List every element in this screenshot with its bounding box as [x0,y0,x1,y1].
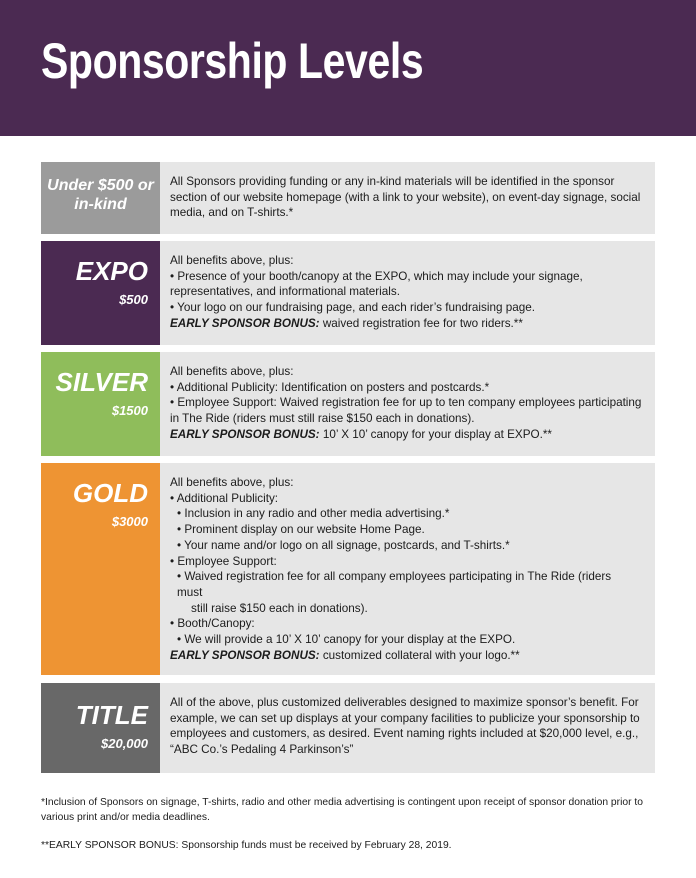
level-price: $1500 [111,403,148,418]
benefit-item: • Employee Support: Waived registration fee for up to ten company employees participating in The Ride (riders must still raise $150 each in donations). [170,396,642,426]
level-row-silver [41,352,655,456]
level-label-under-500 [41,162,160,234]
level-label-title [41,683,160,773]
level-name: TITLE [75,700,148,730]
benefit-subitem: • Your name and/or logo on all signage, postcards, and T-shirts.* [177,538,510,552]
benefit-item: • Employee Support: [170,554,277,568]
level-row-gold [41,463,655,675]
early-bonus [170,648,643,664]
level-price: $500 [119,292,148,307]
benefit-subitem: • Waived registration fee for all company employees participating in The Ride (riders must [177,570,612,599]
level-price: $20,000 [101,736,148,751]
benefit-text: All Sponsors providing funding or any in-kind materials will be identified in the sponsor section of our website homepage (with a link to your website), on event-day signage, social media, and on T-shirts.* [170,175,641,220]
bonus-label: EARLY SPONSOR BONUS: [170,427,320,441]
bonus-text: waived registration fee for two riders.** [319,316,523,330]
benefit-item: • Your logo on our fundraising page, and each rider’s fundraising page. [170,301,535,315]
level-row-title [41,683,655,773]
level-description [160,352,655,456]
level-description [160,463,655,675]
level-label-expo [41,241,160,345]
footnote-early-bonus: **EARLY SPONSOR BONUS: Sponsorship funds must be received by February 28, 2019. [41,840,452,851]
benefit-intro: All benefits above, plus: [170,476,294,489]
page-header [0,0,696,136]
bonus-text: customized collateral with your logo.** [319,648,520,662]
bonus-text: 10’ X 10’ canopy for your display at EXPO.** [319,427,552,441]
level-name: EXPO [75,256,148,286]
bonus-label: EARLY SPONSOR BONUS: [170,316,320,330]
early-bonus [170,316,643,332]
benefit-intro: All benefits above, plus: [170,365,294,378]
level-row-expo [41,241,655,345]
early-bonus [170,427,643,443]
bonus-label: EARLY SPONSOR BONUS: [170,648,320,662]
level-name: SILVER [55,367,148,397]
page-title: Sponsorship Levels [41,33,424,89]
level-name: GOLD [72,478,148,508]
benefit-subitem: • Inclusion in any radio and other media advertising.* [177,507,450,521]
level-label-silver [41,352,160,456]
benefit-subitem: • Prominent display on our website Home Page. [177,523,425,537]
benefit-subitem-continued: still raise $150 each in donations). [191,601,368,615]
benefit-item: • Additional Publicity: [170,491,279,505]
level-description [160,162,655,234]
benefit-text: All of the above, plus customized deliverables designed to maximize sponsor’s benefit. For example, we can set up displays at your company facilities to publicize your sponsorship to employees and customers, as desired. Event naming rights included at $20,000 level, e.g., “ABC Co.’s Pedaling 4 Parkinson’s” [170,696,640,757]
footnote-inclusion: *Inclusion of Sponsors on signage, T-shirts, radio and other media advertising is contingent upon receipt of sponsor donation prior to various print and/or media deadlines. [41,797,643,823]
benefit-item: • Booth/Canopy: [170,617,255,631]
benefit-subitem: • We will provide a 10’ X 10’ canopy for your display at the EXPO. [177,633,516,647]
level-row-under-500 [41,162,655,234]
level-description [160,241,655,345]
level-description [160,683,655,773]
benefit-item: • Additional Publicity: Identification on posters and postcards.* [170,380,490,394]
level-label-gold [41,463,160,675]
benefit-intro: All benefits above, plus: [170,254,294,267]
benefit-item: • Presence of your booth/canopy at the EXPO, which may include your signage, representatives, and informational materials. [170,269,583,299]
level-price: $3000 [111,514,148,529]
level-name: Under $500 or in-kind [47,177,154,213]
